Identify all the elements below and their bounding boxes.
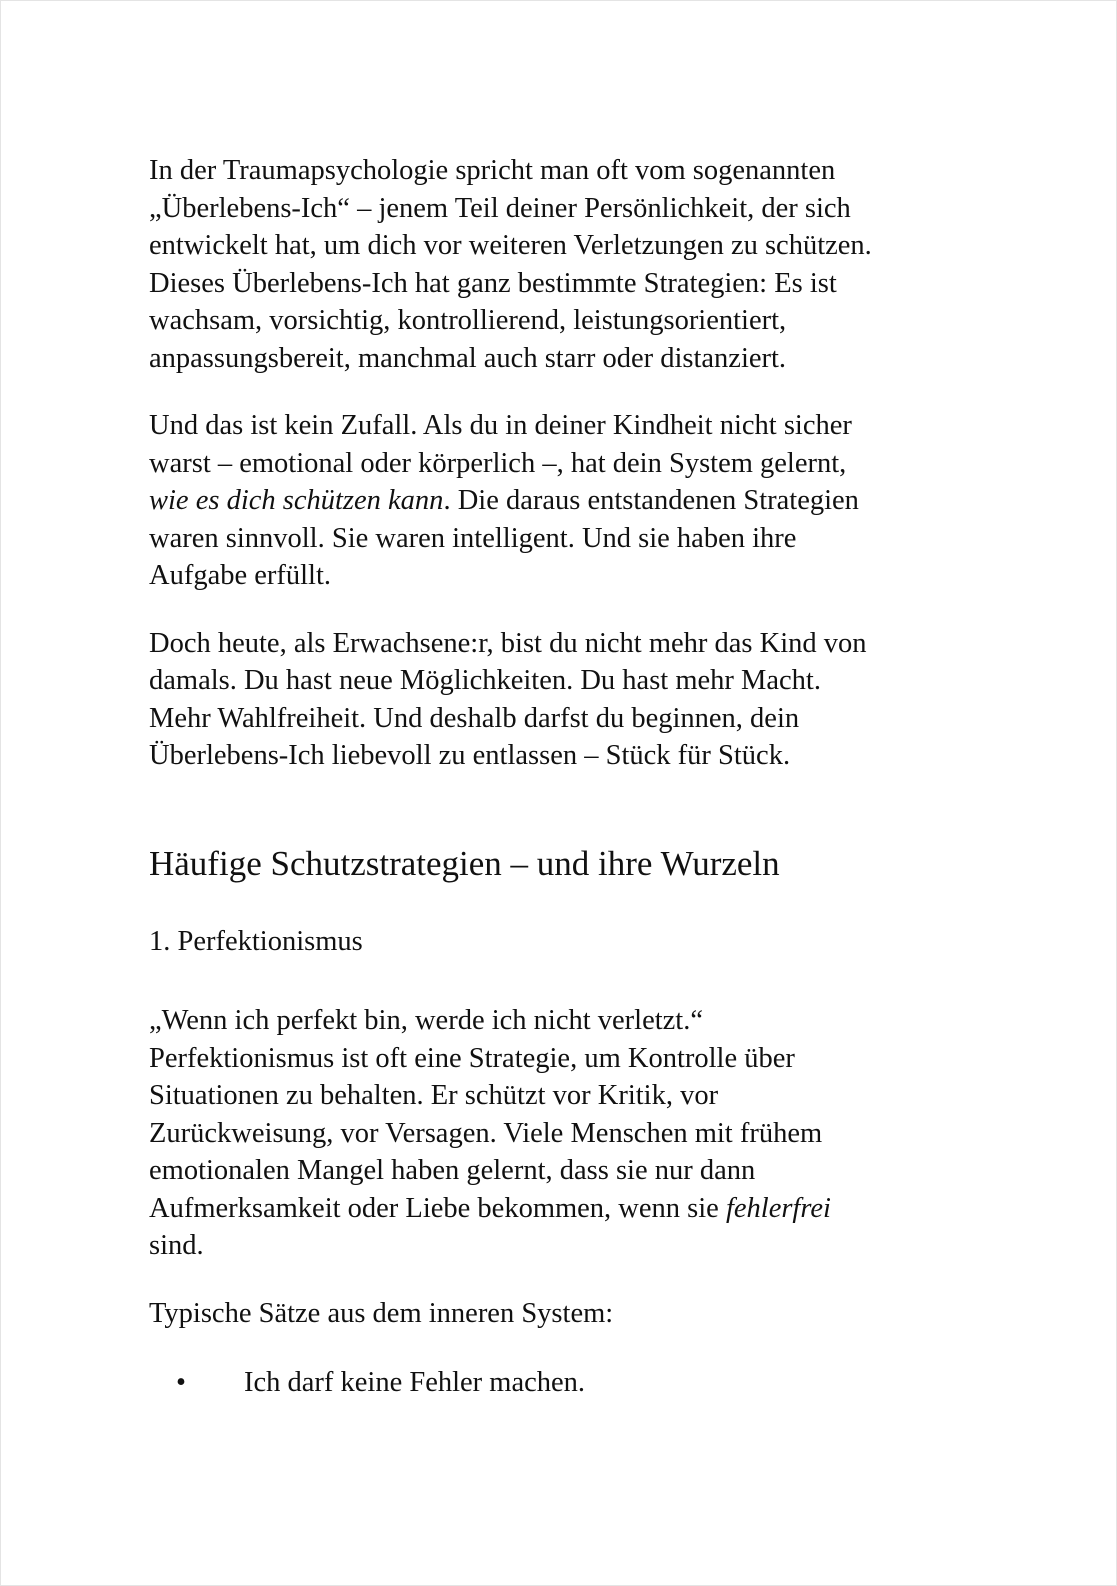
text-line: Und das ist kein Zufall. Als du in deiner Kindheit nicht sicher <box>149 410 852 441</box>
quote-line: „Wenn ich perfekt bin, werde ich nicht verletzt.“ <box>149 1005 703 1036</box>
text-line: sind. <box>149 1230 204 1261</box>
text-line: anpassungsbereit, manchmal auch starr oder distanziert. <box>149 342 787 374</box>
text-line <box>149 482 969 520</box>
bullet-list <box>149 1364 969 1402</box>
text-line: Aufgabe erfüllt. <box>149 560 332 591</box>
text-line: waren sinnvoll. Sie waren intelligent. Und sie haben ihre <box>149 522 797 554</box>
subsection-heading: 1. Perfektionismus <box>149 925 363 957</box>
section-heading: Häufige Schutzstrategien – und ihre Wurzeln <box>149 843 780 883</box>
text-line: entwickelt hat, um dich vor weiteren Verletzungen zu schützen. <box>149 230 872 261</box>
text-line: emotionalen Mangel haben gelernt, dass sie nur dann <box>149 1155 756 1186</box>
text-line: Mehr Wahlfreiheit. Und deshalb darfst du beginnen, dein <box>149 702 800 734</box>
paragraph-not-coincidence <box>149 407 969 595</box>
text-line: wachsam, vorsichtig, kontrollierend, leistungsorientiert, <box>149 305 787 336</box>
list-item-text: Ich darf keine Fehler machen. <box>244 1367 586 1398</box>
paragraph-typical-sentences: Typische Sätze aus dem inneren System: <box>149 1297 614 1329</box>
bullet-icon: • <box>176 1367 186 1398</box>
document-body <box>149 152 969 1402</box>
text-line: Überlebens-Ich liebevoll zu entlassen – Stück für Stück. <box>149 740 791 771</box>
text-line: Dieses Überlebens-Ich hat ganz bestimmte Strategien: Es ist <box>149 267 837 299</box>
italic-emphasis: fehlerfrei <box>725 1192 831 1224</box>
text-line: In der Traumapsychologie spricht man oft vom sogenannten <box>149 155 836 186</box>
italic-emphasis: wie es dich schützen kann <box>149 485 444 516</box>
text-line: warst – emotional oder körperlich –, hat dein System gelernt, <box>149 447 847 479</box>
text-line: Zurückweisung, vor Versagen. Viele Menschen mit frühem <box>149 1117 823 1149</box>
paragraph-perfectionism <box>149 1002 969 1265</box>
list-item <box>149 1364 969 1402</box>
paragraph-today-adult <box>149 625 969 775</box>
paragraph-survival-self <box>149 152 969 377</box>
text-line: damals. Du hast neue Möglichkeiten. Du hast mehr Macht. <box>149 665 821 696</box>
text-line: Doch heute, als Erwachsene:r, bist du nicht mehr das Kind von <box>149 627 867 659</box>
text-line: Situationen zu behalten. Er schützt vor Kritik, vor <box>149 1080 719 1111</box>
text-fragment: . Die daraus entstandenen Strategien <box>443 485 859 516</box>
text-line: „Überlebens-Ich“ – jenem Teil deiner Persönlichkeit, der sich <box>149 192 851 224</box>
text-line <box>149 1190 969 1228</box>
text-line: Perfektionismus ist oft eine Strategie, um Kontrolle über <box>149 1042 795 1074</box>
text-fragment: Aufmerksamkeit oder Liebe bekommen, wenn sie <box>149 1192 726 1224</box>
